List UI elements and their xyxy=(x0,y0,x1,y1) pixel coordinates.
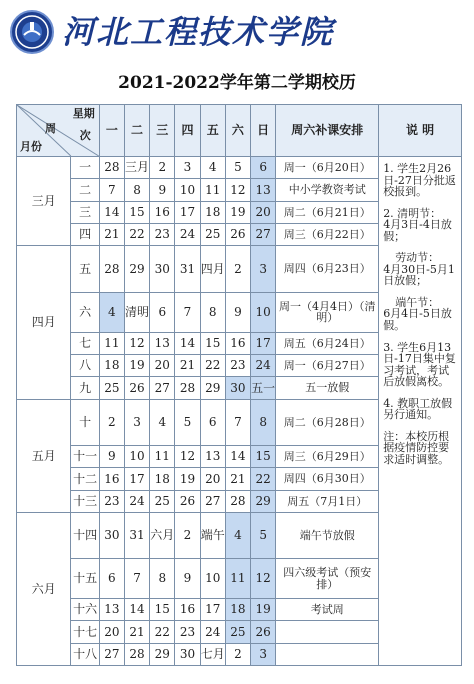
week-number: 十五 xyxy=(71,559,99,599)
day-cell: 7 xyxy=(99,179,124,201)
week-number: 二 xyxy=(71,179,99,201)
day-cell: 17 xyxy=(124,468,149,490)
day-cell: 25 xyxy=(200,223,225,245)
day-cell: 19 xyxy=(225,201,250,223)
makeup-cell: 周三（6月22日） xyxy=(276,223,379,245)
day-cell: 22 xyxy=(200,354,225,376)
day-cell: 4 xyxy=(225,512,250,558)
day-cell: 2 xyxy=(150,157,175,179)
page-header xyxy=(0,0,474,64)
day-cell: 23 xyxy=(99,490,124,512)
day-cell: 6 xyxy=(200,399,225,445)
day-cell: 端午 xyxy=(200,512,225,558)
day-cell: 8 xyxy=(200,292,225,332)
week-number: 十六 xyxy=(71,598,99,620)
makeup-cell: 五一放假 xyxy=(276,377,379,399)
day-cell: 20 xyxy=(200,468,225,490)
note-item: 1. 学生2月26日-27日分批返校报到。 xyxy=(383,162,456,199)
week-number: 十一 xyxy=(71,445,99,467)
day-cell: 27 xyxy=(150,377,175,399)
day-cell: 19 xyxy=(251,598,276,620)
day-cell: 13 xyxy=(99,598,124,620)
makeup-cell: 周二（6月21日） xyxy=(276,201,379,223)
day-cell: 26 xyxy=(225,223,250,245)
school-logo xyxy=(10,10,54,54)
day-cell: 29 xyxy=(200,377,225,399)
makeup-cell xyxy=(276,643,379,665)
day-cell: 2 xyxy=(99,399,124,445)
day-cell: 四月 xyxy=(200,246,225,292)
day-cell: 24 xyxy=(200,621,225,643)
day-cell: 16 xyxy=(150,201,175,223)
day-cell: 3 xyxy=(251,643,276,665)
day-cell: 30 xyxy=(99,512,124,558)
day-cell: 12 xyxy=(124,332,149,354)
week-number: 十七 xyxy=(71,621,99,643)
day-cell: 29 xyxy=(251,490,276,512)
day-cell: 25 xyxy=(99,377,124,399)
day-cell: 27 xyxy=(251,223,276,245)
day-cell: 3 xyxy=(124,399,149,445)
day-cell: 16 xyxy=(225,332,250,354)
day-cell: 28 xyxy=(175,377,200,399)
day-cell: 20 xyxy=(251,201,276,223)
makeup-cell: 周五（6月24日） xyxy=(276,332,379,354)
week-number: 九 xyxy=(71,377,99,399)
day-cell: 三月 xyxy=(124,157,149,179)
week-number: 八 xyxy=(71,354,99,376)
day-cell: 26 xyxy=(251,621,276,643)
day-cell: 9 xyxy=(225,292,250,332)
notes-header: 说 明 xyxy=(379,105,462,157)
day-cell: 18 xyxy=(99,354,124,376)
table-row xyxy=(17,157,462,179)
day-cell: 11 xyxy=(225,559,250,599)
week-number: 十 xyxy=(71,399,99,445)
day-cell: 11 xyxy=(150,445,175,467)
corner-label-ci: 次 xyxy=(79,129,91,143)
makeup-cell: 周二（6月28日） xyxy=(276,399,379,445)
day-cell: 10 xyxy=(175,179,200,201)
day-cell: 七月 xyxy=(200,643,225,665)
day-cell: 六月 xyxy=(150,512,175,558)
day-cell: 7 xyxy=(175,292,200,332)
day-cell: 3 xyxy=(251,246,276,292)
day-cell: 27 xyxy=(99,643,124,665)
month-june: 六月 xyxy=(17,512,71,665)
day-cell: 2 xyxy=(225,643,250,665)
day-cell: 30 xyxy=(175,643,200,665)
week-number: 十三 xyxy=(71,490,99,512)
header-row xyxy=(17,105,462,157)
day-cell: 21 xyxy=(99,223,124,245)
day-cell: 10 xyxy=(251,292,276,332)
day-cell: 4 xyxy=(150,399,175,445)
makeup-cell xyxy=(276,621,379,643)
day-cell: 22 xyxy=(251,468,276,490)
makeup-cell: 周一（4月4日）（清明） xyxy=(276,292,379,332)
day-cell: 31 xyxy=(124,512,149,558)
day-cell: 23 xyxy=(175,621,200,643)
note-item: 4月3日-4日放假； xyxy=(383,218,452,243)
makeup-cell: 周一（6月27日） xyxy=(276,354,379,376)
day-cell: 5 xyxy=(251,512,276,558)
day-cell: 25 xyxy=(150,490,175,512)
week-number: 十四 xyxy=(71,512,99,558)
note-item: 注：本校历根据疫情防控要求适时调整。 xyxy=(383,429,450,466)
note-item: 4月30日-5月1日放假； xyxy=(383,262,455,288)
makeup-cell: 考试周 xyxy=(276,598,379,620)
day-cell: 19 xyxy=(175,468,200,490)
day-cell: 8 xyxy=(150,559,175,599)
weekday-header: 六 xyxy=(225,105,250,157)
day-cell: 5 xyxy=(175,399,200,445)
calendar-table xyxy=(16,104,462,666)
day-cell: 25 xyxy=(225,621,250,643)
day-cell: 6 xyxy=(251,157,276,179)
day-cell: 21 xyxy=(124,621,149,643)
day-cell: 16 xyxy=(175,598,200,620)
day-cell: 7 xyxy=(124,559,149,599)
makeup-cell: 周三（6月29日） xyxy=(276,445,379,467)
day-cell: 五一 xyxy=(251,377,276,399)
day-cell: 24 xyxy=(175,223,200,245)
day-cell: 7 xyxy=(225,399,250,445)
day-cell: 10 xyxy=(200,559,225,599)
day-cell: 18 xyxy=(150,468,175,490)
note-item: 4. 教职工放假另行通知。 xyxy=(383,396,453,422)
week-number: 十二 xyxy=(71,468,99,490)
corner-label-week: 周 xyxy=(45,122,56,135)
week-number: 四 xyxy=(71,223,99,245)
day-cell: 15 xyxy=(251,445,276,467)
day-cell: 14 xyxy=(99,201,124,223)
day-cell: 9 xyxy=(175,559,200,599)
day-cell: 5 xyxy=(225,157,250,179)
week-number: 一 xyxy=(71,157,99,179)
weekday-header: 四 xyxy=(175,105,200,157)
day-cell: 17 xyxy=(251,332,276,354)
weekday-header: 三 xyxy=(150,105,175,157)
day-cell: 15 xyxy=(124,201,149,223)
day-cell: 14 xyxy=(225,445,250,467)
day-cell: 24 xyxy=(251,354,276,376)
day-cell: 17 xyxy=(200,598,225,620)
month-april: 四月 xyxy=(17,246,71,399)
weekday-header: 一 xyxy=(99,105,124,157)
note-item: 端午节： xyxy=(395,295,440,309)
week-number: 五 xyxy=(71,246,99,292)
day-cell: 30 xyxy=(225,377,250,399)
day-cell: 24 xyxy=(124,490,149,512)
day-cell: 12 xyxy=(175,445,200,467)
note-item: 3. 学生6月13日-17日集中复习考试，考试后放假离校。 xyxy=(383,340,456,389)
makeup-cell: 周一（6月20日） xyxy=(276,157,379,179)
day-cell: 14 xyxy=(124,598,149,620)
day-cell: 21 xyxy=(225,468,250,490)
day-cell: 11 xyxy=(99,332,124,354)
day-cell: 18 xyxy=(225,598,250,620)
day-cell: 29 xyxy=(124,246,149,292)
day-cell: 清明 xyxy=(124,292,149,332)
notes-cell xyxy=(379,157,462,666)
week-number: 六 xyxy=(71,292,99,332)
day-cell: 20 xyxy=(150,354,175,376)
day-cell: 31 xyxy=(175,246,200,292)
month-march: 三月 xyxy=(17,157,71,246)
day-cell: 9 xyxy=(99,445,124,467)
day-cell: 30 xyxy=(150,246,175,292)
day-cell: 3 xyxy=(175,157,200,179)
day-cell: 6 xyxy=(99,559,124,599)
makeup-cell: 中小学教资考试 xyxy=(276,179,379,201)
makeup-cell: 周四（6月23日） xyxy=(276,246,379,292)
day-cell: 8 xyxy=(124,179,149,201)
day-cell: 23 xyxy=(150,223,175,245)
makeup-header: 周六补课安排 xyxy=(276,105,379,157)
day-cell: 4 xyxy=(200,157,225,179)
day-cell: 22 xyxy=(150,621,175,643)
makeup-cell: 四六级考试（预安排） xyxy=(276,559,379,599)
day-cell: 17 xyxy=(175,201,200,223)
note-item: 6月4日-5日放假。 xyxy=(383,307,452,333)
day-cell: 2 xyxy=(225,246,250,292)
day-cell: 15 xyxy=(150,598,175,620)
day-cell: 13 xyxy=(150,332,175,354)
corner-header xyxy=(17,105,100,157)
day-cell: 20 xyxy=(99,621,124,643)
day-cell: 28 xyxy=(225,490,250,512)
day-cell: 23 xyxy=(225,354,250,376)
week-number: 十八 xyxy=(71,643,99,665)
day-cell: 18 xyxy=(200,201,225,223)
day-cell: 11 xyxy=(200,179,225,201)
day-cell: 26 xyxy=(175,490,200,512)
day-cell: 10 xyxy=(124,445,149,467)
day-cell: 26 xyxy=(124,377,149,399)
page-title: 2021-2022学年第二学期校历 xyxy=(118,73,356,93)
day-cell: 8 xyxy=(251,399,276,445)
day-cell: 13 xyxy=(200,445,225,467)
week-number: 七 xyxy=(71,332,99,354)
day-cell: 14 xyxy=(175,332,200,354)
makeup-cell: 周四（6月30日） xyxy=(276,468,379,490)
day-cell: 28 xyxy=(99,157,124,179)
note-item: 2. 清明节： xyxy=(383,206,442,220)
day-cell: 28 xyxy=(99,246,124,292)
day-cell: 15 xyxy=(200,332,225,354)
day-cell: 28 xyxy=(124,643,149,665)
weekday-header: 日 xyxy=(251,105,276,157)
corner-label-month: 月份 xyxy=(20,140,42,154)
month-may: 五月 xyxy=(17,399,71,512)
day-cell: 12 xyxy=(225,179,250,201)
corner-label-weekday: 星期 xyxy=(72,107,95,120)
note-item: 劳动节： xyxy=(395,251,440,265)
day-cell: 27 xyxy=(200,490,225,512)
weekday-header: 五 xyxy=(200,105,225,157)
school-name: 河北工程技术学院 xyxy=(62,13,335,51)
day-cell: 21 xyxy=(175,354,200,376)
weekday-header: 二 xyxy=(124,105,149,157)
day-cell: 22 xyxy=(124,223,149,245)
day-cell: 29 xyxy=(150,643,175,665)
makeup-cell: 端午节放假 xyxy=(276,512,379,558)
day-cell: 9 xyxy=(150,179,175,201)
week-number: 三 xyxy=(71,201,99,223)
day-cell: 16 xyxy=(99,468,124,490)
day-cell: 2 xyxy=(175,512,200,558)
day-cell: 12 xyxy=(251,559,276,599)
day-cell: 13 xyxy=(251,179,276,201)
day-cell: 6 xyxy=(150,292,175,332)
makeup-cell: 周五（7月1日） xyxy=(276,490,379,512)
day-cell: 4 xyxy=(99,292,124,332)
day-cell: 19 xyxy=(124,354,149,376)
